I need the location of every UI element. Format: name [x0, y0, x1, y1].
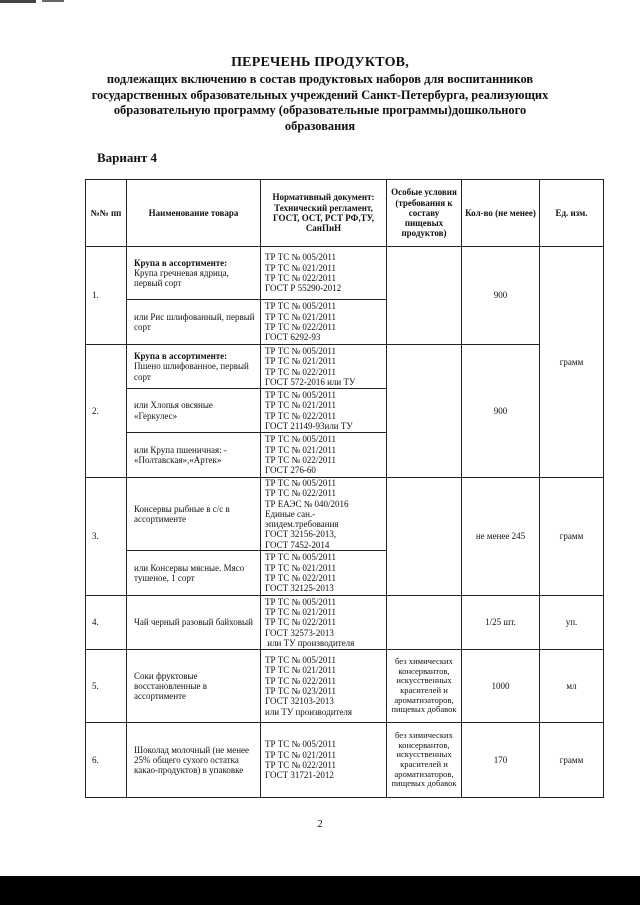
document-cell — [261, 433, 387, 478]
doc-line: ТР ТС № 021/2011 — [265, 262, 337, 273]
doc-line: ТР ТС № 005/2011 — [265, 552, 337, 563]
doc-line: ТР ТС № 021/2011 — [265, 607, 337, 618]
doc-line: ТР ТС № 021/2011 — [265, 400, 337, 411]
doc-line: ГОСТ 6292-93 — [265, 332, 321, 343]
doc-line: ТР ЕАЭС № 040/2016 — [265, 498, 349, 509]
quantity-cell: 1/25 шт. — [462, 596, 540, 650]
product-name-cell — [127, 300, 261, 345]
header-unit: Ед. изм. — [540, 180, 604, 247]
table-header-row — [86, 180, 604, 247]
doc-line: ГОСТ 32573-2013 — [265, 627, 334, 638]
table-row — [86, 723, 604, 798]
doc-line: ТР ТС № 022/2011 — [265, 273, 337, 283]
doc-line: ТР ТС № 021/2011 — [265, 749, 337, 760]
doc-line: ГОСТ 32125-2013 — [265, 583, 334, 594]
doc-line: ГОСТ Р 55290-2012 — [265, 283, 342, 294]
product-name: или Крупа пшеничная: - «Полтавская»,«Артек» — [134, 444, 227, 465]
product-name: Пшено шлифованное, первый сорт — [134, 361, 249, 382]
header-name: Наименование товара — [127, 180, 261, 247]
unit-cell: уп. — [540, 596, 604, 650]
table-row — [86, 478, 604, 551]
variant-heading: Вариант 4 — [97, 150, 158, 165]
doc-line: ТР ТС № 022/2011 — [265, 322, 337, 332]
product-name-cell — [127, 596, 261, 650]
row-number: 1. — [86, 247, 127, 345]
table-row — [86, 650, 604, 723]
doc-line: ГОСТ 21149-93или ТУ — [265, 420, 353, 431]
page-number: 2 — [317, 818, 323, 830]
doc-line: ТР ТС № 005/2011 — [265, 478, 337, 488]
product-name: Крупа гречневая ядрица, первый сорт — [134, 267, 229, 289]
products-table — [85, 179, 604, 798]
product-name-cell — [127, 247, 261, 300]
document-cell — [261, 551, 387, 596]
subtitle-line: подлежащих включению в состав продуктовых наборов для воспитанников — [106, 72, 534, 86]
doc-line: ТР ТС № 005/2011 — [265, 739, 337, 750]
product-group-label: Крупа в ассортименте: — [134, 257, 228, 268]
scan-edge-mark — [0, 0, 36, 3]
document-cell — [261, 650, 387, 723]
doc-line: или ТУ производителя — [265, 706, 353, 717]
row-number: 2. — [86, 345, 127, 478]
doc-line: ГОСТ 31721-2012 — [265, 770, 334, 781]
doc-line: ГОСТ 276-60 — [265, 465, 316, 476]
doc-line: ТР ТС № 022/2011 — [265, 675, 337, 686]
header-cond: Особые условия (требования к составу пищевых продуктов) — [387, 180, 462, 247]
doc-line: ТР ТС № 021/2011 — [265, 311, 337, 322]
doc-line: Единые сан.-эпидем.требования — [265, 508, 339, 530]
scan-edge-mark-2 — [42, 0, 64, 2]
doc-line: ГОСТ 32156-2013, — [265, 529, 337, 540]
doc-line: ТР ТС № 021/2011 — [265, 665, 337, 676]
doc-line: ТР ТС № 022/2011 — [265, 366, 337, 377]
product-name: Консервы рыбные в с/с в ассортименте — [134, 503, 230, 525]
scan-bottom-border — [0, 876, 640, 905]
subtitle-line: государственных образовательных учреждений Санкт-Петербурга, реализующих — [91, 87, 549, 102]
doc-line: ГОСТ 572-2016 или ТУ — [265, 376, 356, 387]
header-num: №№ пп — [86, 180, 127, 247]
subtitle-line: образовательную программу (образовательные программы)дошкольного — [113, 103, 527, 117]
document-cell — [261, 478, 387, 551]
doc-line: ГОСТ 7452-2014 — [265, 539, 330, 550]
doc-line: ТР ТС № 022/2011 — [265, 455, 337, 465]
document-cell — [261, 389, 387, 433]
doc-line: ТР ТС № 005/2011 — [265, 655, 337, 666]
quantity-cell: 900 — [462, 345, 540, 478]
document-cell — [261, 247, 387, 300]
quantity-cell: не менее 245 — [462, 478, 540, 596]
quantity-cell: 170 — [462, 723, 540, 798]
product-name-cell — [127, 345, 261, 389]
product-name-cell — [127, 723, 261, 798]
row-number: 6. — [86, 723, 127, 798]
doc-line: ТР ТС № 005/2011 — [265, 345, 337, 356]
row-number: 5. — [86, 650, 127, 723]
document-cell — [261, 300, 387, 345]
header-qty: Кол-во (не менее) — [462, 180, 540, 247]
document-title: ПЕРЕЧЕНЬ ПРОДУКТОВ, — [231, 55, 409, 70]
table-row — [86, 247, 604, 300]
product-name: или Рис шлифованный, первый сорт — [134, 311, 255, 332]
subtitle-line: образования — [284, 118, 356, 133]
unit-cell: грамм — [540, 247, 604, 478]
doc-line: ТР ТС № 022/2011 — [265, 760, 337, 771]
conditions-cell: без химических консервантов, искусственных красителей и ароматизаторов, пищевых добавок — [387, 650, 462, 723]
doc-line: ТР ТС № 021/2011 — [265, 562, 337, 573]
doc-line: ГОСТ 32103-2013 — [265, 696, 334, 707]
product-name-cell — [127, 478, 261, 551]
row-number: 3. — [86, 478, 127, 596]
doc-line: ТР ТС № 005/2011 — [265, 301, 337, 312]
doc-line: ТР ТС № 005/2011 — [265, 252, 337, 263]
conditions-cell — [387, 596, 462, 650]
product-name-cell — [127, 389, 261, 433]
doc-line: ТР ТС № 021/2011 — [265, 444, 337, 455]
product-name: Соки фруктовые восстановленные в ассортименте — [134, 670, 208, 702]
table-row — [86, 596, 604, 650]
conditions-cell: без химических консервантов, искусственных красителей и ароматизаторов, пищевых добавок — [387, 723, 462, 798]
unit-cell: мл — [540, 650, 604, 723]
unit-cell: грамм — [540, 723, 604, 798]
header-doc: Нормативный документ: Технический регламент, ГОСТ, ОСТ, РСТ РФ,ТУ, СанПиН — [261, 180, 387, 247]
product-name-cell — [127, 433, 261, 478]
conditions-cell — [387, 345, 462, 478]
table-row — [86, 345, 604, 389]
quantity-cell: 1000 — [462, 650, 540, 723]
document-subtitle — [60, 72, 580, 134]
doc-line: ТР ТС № 005/2011 — [265, 434, 337, 445]
document-cell — [261, 345, 387, 389]
product-name: Шоколад молочный (не менее 25% общего сухого остатка какао-продуктов) в упаковке — [134, 744, 250, 776]
quantity-cell: 900 — [462, 247, 540, 345]
doc-line: ТР ТС № 005/2011 — [265, 596, 337, 607]
conditions-cell — [387, 478, 462, 596]
doc-line: ТР ТС № 023/2011 — [265, 686, 337, 697]
row-number: 4. — [86, 596, 127, 650]
doc-line: ТР ТС № 022/2011 — [265, 410, 337, 421]
product-group-label: Крупа в ассортименте: — [134, 351, 228, 362]
product-name: или Консервы мясные. Мясо тушеное, 1 сорт — [134, 562, 245, 584]
conditions-cell — [387, 247, 462, 345]
doc-line: ТР ТС № 021/2011 — [265, 356, 337, 367]
doc-line: ТР ТС № 022/2011 — [265, 617, 337, 628]
product-name: Чай черный разовый байховый — [134, 617, 253, 628]
doc-line: ТР ТС № 005/2011 — [265, 389, 337, 400]
product-name-cell — [127, 650, 261, 723]
product-name-cell — [127, 551, 261, 596]
unit-cell: грамм — [540, 478, 604, 596]
doc-line: или ТУ производителя — [265, 638, 355, 649]
product-name: или Хлопья овсяные «Геркулес» — [134, 400, 213, 421]
document-cell — [261, 596, 387, 650]
doc-line: ТР ТС № 022/2011 — [265, 573, 337, 584]
doc-line: ТР ТС № 022/2011 — [265, 488, 337, 499]
document-cell — [261, 723, 387, 798]
